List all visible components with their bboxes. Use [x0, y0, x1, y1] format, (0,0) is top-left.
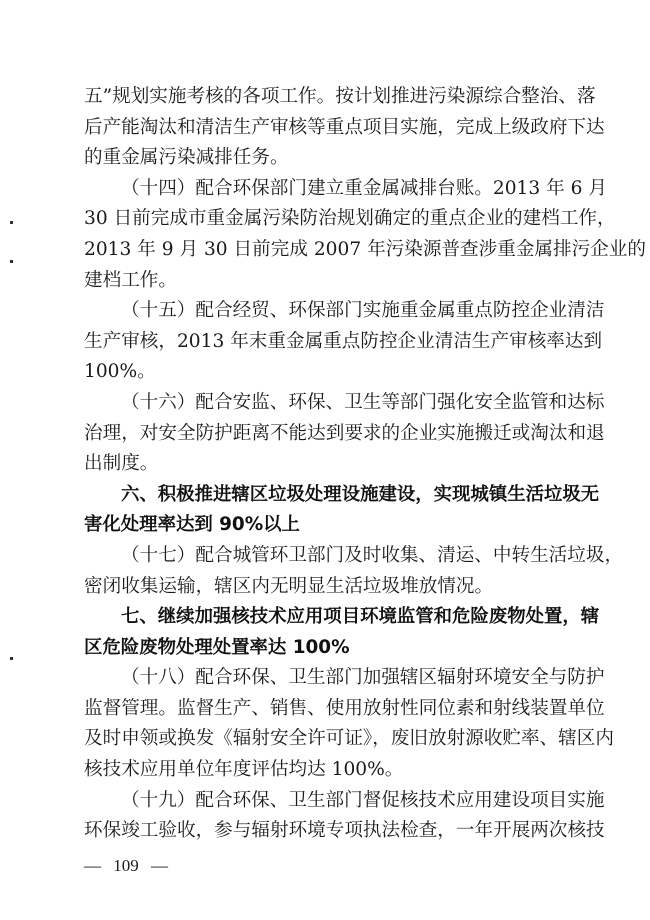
text-line: 建档工作。	[84, 269, 177, 291]
text-line: 五”规划实施考核的各项工作。按计划推进污染源综合整治、落	[84, 86, 596, 107]
heading-line: 七、继续加强核技术应用项目环境监管和危险废物处置，辖	[121, 606, 600, 628]
section-heading-6	[84, 480, 600, 541]
text-line: （十八）配合环保、卫生部门加强辖区辐射环境安全与防护	[121, 667, 605, 689]
text-line: 核技术应用单位年度评估均达 100%。	[84, 759, 404, 781]
text-line: 后产能淘汰和清洁生产审核等重点项目实施，完成上级政府下达	[84, 116, 605, 138]
text-line: 监督管理。监督生产、销售、使用放射性同位素和射线装置单位	[84, 697, 605, 719]
paragraph-item-19	[84, 786, 605, 847]
heading-line: 害化处理率达到 90%以上	[84, 514, 300, 536]
text-line: 100%。	[84, 361, 156, 383]
text-line: 密闭收集运输，辖区内无明显生活垃圾堆放情况。	[84, 575, 494, 597]
paragraph-item-15	[84, 296, 605, 388]
margin-mark	[10, 657, 13, 660]
paragraph-item-16	[84, 388, 605, 480]
paragraph-continuation	[84, 82, 605, 174]
paragraph-item-18	[84, 663, 614, 785]
heading-line: 六、积极推进辖区垃圾处理设施建设，实现城镇生活垃圾无	[121, 483, 600, 505]
text-line: 出制度。	[84, 453, 159, 475]
text-line: （十六）配合安监、环保、卫生等部门强化安全监管和达标	[121, 391, 605, 413]
text-line: （十七）配合城管环卫部门及时收集、清运、中转生活垃圾，	[121, 544, 624, 566]
text-line: 生产审核，2013 年末重金属重点防控企业清洁生产审核率达到	[84, 330, 603, 352]
text-line: （十五）配合经贸、环保部门实施重金属重点防控企业清洁	[121, 300, 605, 322]
text-line: 2013 年 9 月 30 日前完成 2007 年污染源普查涉重金属排污企业的	[84, 238, 646, 260]
text-line: 治理，对安全防护距离不能达到要求的企业实施搬迁或淘汰和退	[84, 422, 605, 444]
text-line: 环保竣工验收，参与辐射环境专项执法检查，一年开展两次核技	[84, 820, 605, 842]
paragraph-item-17	[84, 541, 624, 602]
text-line: 及时申领或换发《辐射安全许可证》，废旧放射源收贮率、辖区内	[84, 728, 614, 750]
document-page	[84, 82, 646, 847]
text-line: （十九）配合环保、卫生部门督促核技术应用建设项目实施	[121, 789, 605, 811]
paragraph-item-14	[84, 174, 646, 296]
page-number: — 109 —	[84, 856, 168, 875]
heading-line: 区危险废物处理处置率达 100%	[84, 636, 350, 658]
section-heading-7	[84, 602, 600, 663]
text-line: （十四）配合环保部门建立重金属减排台账。2013 年 6 月	[121, 177, 607, 199]
margin-mark	[10, 221, 13, 224]
text-line: 30 日前完成市重金属污染防治规划确定的重点企业的建档工作，	[84, 208, 616, 230]
text-line: 的重金属污染减排任务。	[84, 147, 289, 169]
margin-mark	[10, 260, 13, 263]
